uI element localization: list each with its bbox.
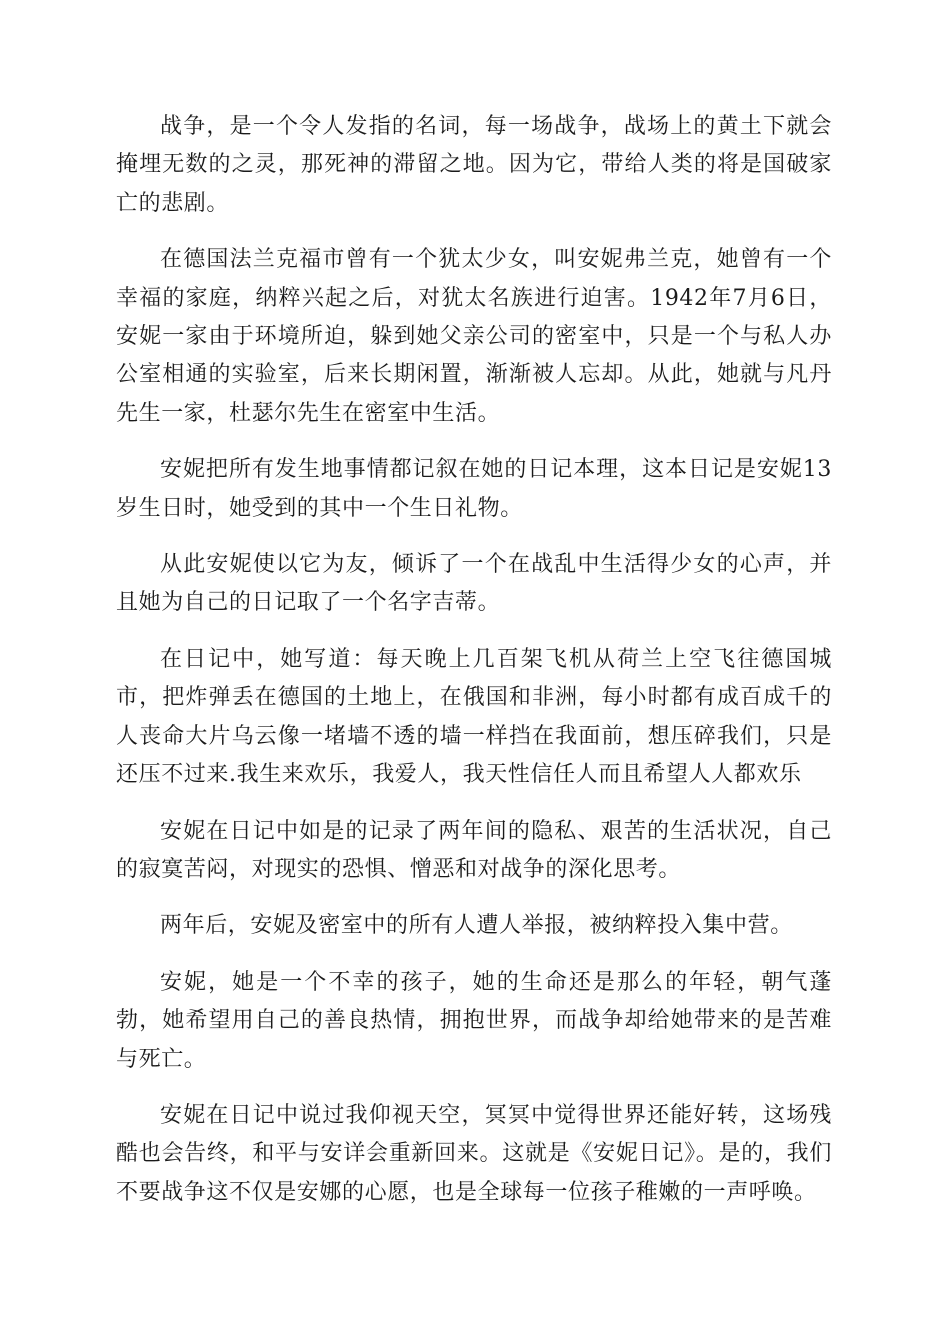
paragraph-4: 从此安妮使以它为友，倾诉了一个在战乱中生活得少女的心声，并且她为自己的日记取了一个名字吉蒂。	[116, 552, 832, 616]
paragraph-3: 安妮把所有发生地事情都记叙在她的日记本理，这本日记是安妮13岁生日时，她受到的其中一个生日礼物。	[116, 457, 832, 521]
paragraph-5: 在日记中，她写道：每天晚上几百架飞机从荷兰上空飞往德国城市，把炸弹丢在德国的土地上，在俄国和非洲，每小时都有成百成千的人丧命大片乌云像一堵墙不透的墙一样挡在我面前，想压碎我们，只是还压不过来.我生来欢乐，我爱人，我天性信任人而且希望人人都欢乐	[116, 646, 832, 788]
paragraph-7: 两年后，安妮及密室中的所有人遭人举报，被纳粹投入集中营。	[160, 913, 793, 939]
document-body	[116, 108, 832, 1230]
paragraph-1: 战争，是一个令人发指的名词，每一场战争，战场上的黄土下就会掩埋无数的之灵，那死神的滞留之地。因为它，带给人类的将是国破家亡的悲剧。	[116, 114, 832, 216]
paragraph-8: 安妮，她是一个不幸的孩子，她的生命还是那么的年轻，朝气蓬勃，她希望用自己的善良热情，拥抱世界，而战争却给她带来的是苦难与死亡。	[116, 969, 832, 1072]
paragraph-2: 在德国法兰克福市曾有一个犹太少女，叫安妮弗兰克，她曾有一个幸福的家庭，纳粹兴起之后，对犹太名族进行迫害。1942年7月6日，安妮一家由于环境所迫，躲到她父亲公司的密室中，只是一个与私人办公室相通的实验室，后来长期闲置，渐渐被人忘却。从此，她就与凡丹先生一家，杜瑟尔先生在密室中生活。	[116, 247, 832, 426]
paragraph-6: 安妮在日记中如是的记录了两年间的隐私、艰苦的生活状况，自己的寂寞苦闷，对现实的恐惧、憎恶和对战争的深化思考。	[116, 818, 832, 882]
paragraph-9: 安妮在日记中说过我仰视天空，冥冥中觉得世界还能好转，这场残酷也会告终，和平与安详会重新回来。这就是《安妮日记》。是的，我们不要战争这不仅是安娜的心愿，也是全球每一位孩子稚嫩的一声呼唤。	[116, 1102, 832, 1205]
